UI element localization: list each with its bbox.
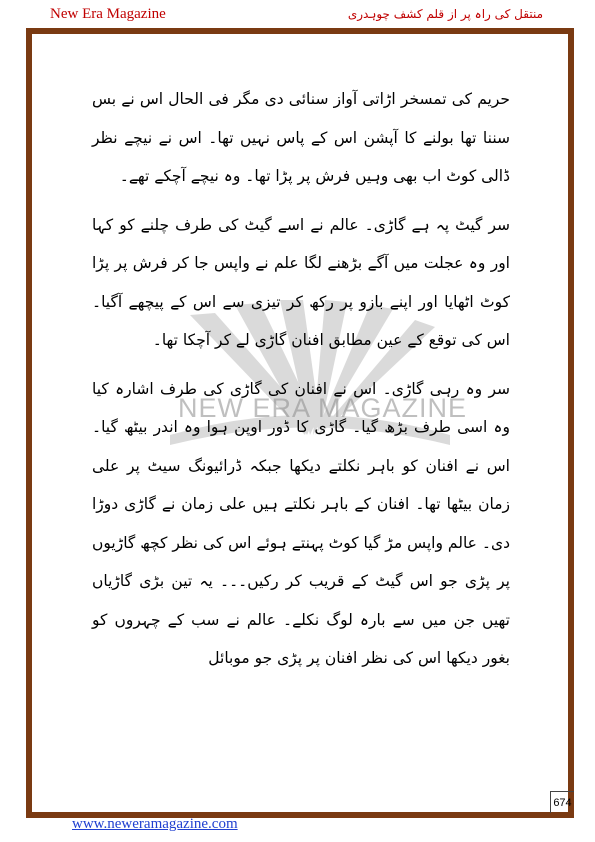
- paragraph: سر وہ رہی گاڑی۔ اس نے افنان کی گاڑی کی طرف اشارہ کیا وہ اسی طرف بڑھ گیا۔ گاڑی کا ڈور اوپن ہوا وہ اندر بیٹھ گیا۔ اس نے افنان کو باہر نکلتے دیکھا جبکہ ڈرائیونگ سیٹ پر علی زمان بیٹھا تھا۔ افنان کے باہر نکلتے ہیں علی زمان نے گاڑی دوڑا دی۔ عالم واپس مڑ گیا کوٹ پہنتے ہوئے اس کی نظر کچھ گاڑیوں پر پڑی جو اس گیٹ کے قریب کر رکیں۔۔۔ یہ تین بڑی گاڑیاں تھیں جن میں سے بارہ لوگ نکلے۔ عالم نے سب کے چہروں کو بغور دیکھا اس کی نظر افنان پر پڑی جو موبائل: [92, 379, 510, 667]
- magazine-title: New Era Magazine: [50, 6, 166, 22]
- novel-info: منتقل کی راہ پر از قلم کشف چوہدری: [347, 7, 543, 21]
- paragraph: سر گیٹ پہ ہے گاڑی۔ عالم نے اسے گیٹ کی طرف چلنے کو کہا اور وہ عجلت میں آگے بڑھنے لگا علم نے واپس جا کر فرش پر پڑا کوٹ اٹھایا اور اپنے بازو پر رکھ کر تیزی سے اس کے پیچھے آگیا۔ اس کی توقع کے عین مطابق افنان گاڑی لے کر آچکا تھا۔: [92, 215, 510, 349]
- paragraph: حریم کی تمسخر اڑاتی آواز سنائی دی مگر فی الحال اس نے بس سننا تھا بولنے کا آپشن اس کے پاس نہیں تھا۔ اس نے نیچے نظر ڈالی کوٹ اب بھی وہیں فرش پر پڑا تھا۔ وہ نیچے آچکے تھے۔: [92, 90, 510, 185]
- page-number: 674: [550, 791, 574, 813]
- watermark-text: NEW ERA MAGAZINE: [178, 393, 468, 423]
- footer-link[interactable]: www.neweramagazine.com: [72, 816, 238, 832]
- article-body: [92, 80, 510, 688]
